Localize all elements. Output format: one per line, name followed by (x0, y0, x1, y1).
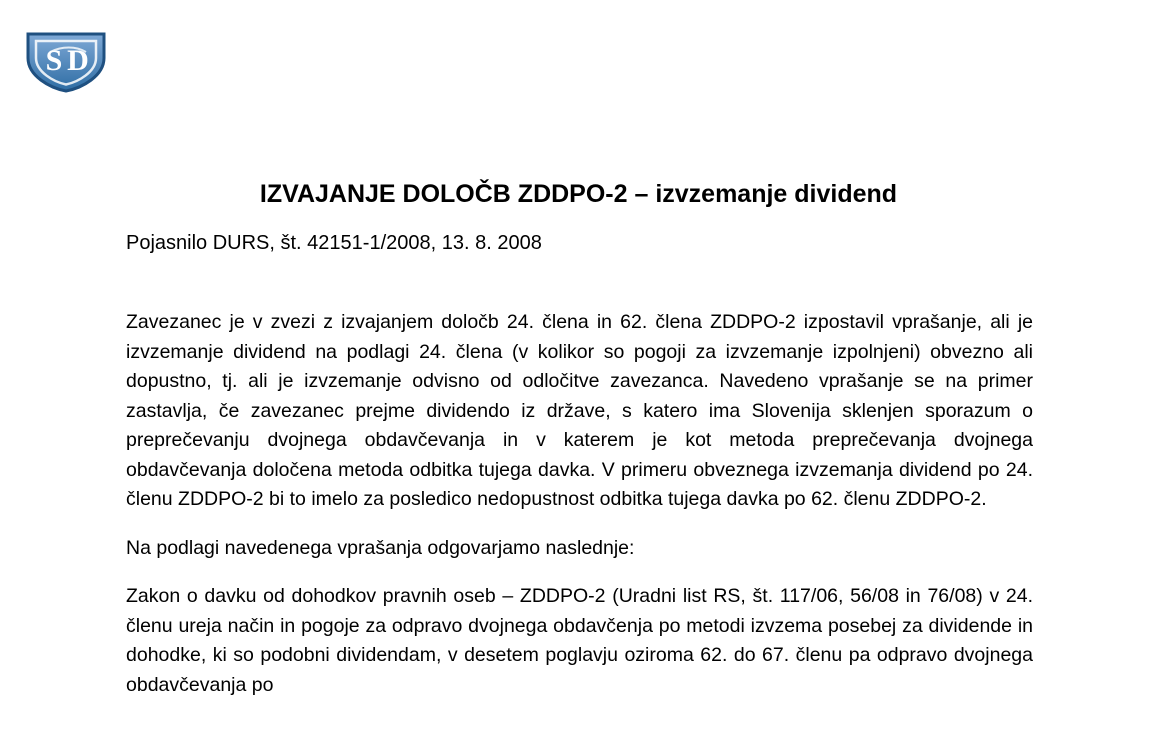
body-paragraph: Zakon o davku od dohodkov pravnih oseb – ZDDPO-2 (Uradni list RS, št. 117/06, 56/08 in 76/08) v 24. členu ureja način in pogoje za odpravo dvojnega obdavčenja po metodi izvzema posebej za dividende in dohodke, ki so podobni dividendam, v desetem poglavju oziroma 62. do 67. členu pa odpravo dvojnega obdavčevanja po (126, 585, 1033, 696)
svg-text:S: S (45, 44, 63, 77)
svg-text:D: D (67, 44, 89, 77)
page-title: IZVAJANJE DOLOČB ZDDPO-2 – izvzemanje dividend (259, 179, 898, 208)
document-body (126, 308, 1033, 700)
document-reference-subtitle: Pojasnilo DURS, št. 42151-1/2008, 13. 8. 2008 (126, 232, 542, 254)
body-paragraph: Na podlagi navedenega vprašanja odgovarjamo naslednje: (126, 536, 635, 559)
sd-emblem-logo (20, 28, 112, 94)
body-paragraph: Zavezanec je v zvezi z izvajanjem določb 24. člena in 62. člena ZDDPO-2 izpostavil vprašanje, ali je izvzemanje dividend na podlagi 24. člena (v kolikor so pogoji za izvzemanje izpolnjeni) obvezno ali dopustno, tj. ali je izvzemanje odvisno od odločitve zavezanca. Navedeno vprašanje se na primer zastavlja, če zavezanec prejme dividendo iz države, s katero ima Slovenija sklenjen sporazum o preprečevanju dvojnega obdavčevanja in v katerem je kot metoda preprečevanja dvojnega obdavčevanja določena metoda odbitka tujega davka. V primeru obveznega izvzemanja dividend po 24. členu ZDDPO-2 bi to imelo za posledico nedopustnost odbitka tujega davka po 62. členu ZDDPO-2. (126, 311, 1033, 510)
